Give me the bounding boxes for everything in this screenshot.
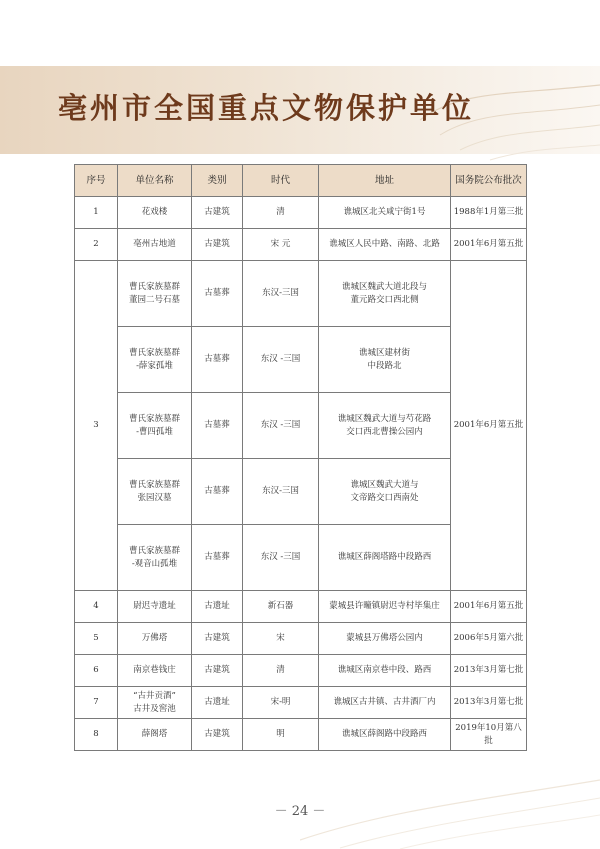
row-address: 谯城区薛阁塔路中段路西 (319, 525, 451, 591)
row-address: 谯城区南京巷中段、路西 (319, 655, 451, 687)
table-row (75, 229, 527, 261)
row-address: 谯城区北关咸宁街1号 (319, 197, 451, 229)
header-category: 类别 (192, 165, 243, 197)
row-address: 谯城区魏武大道北段与 董元路交口西北侧 (319, 261, 451, 327)
row-name: 曹氏家族墓群 董园二号石墓 (118, 261, 192, 327)
row-name: 花戏楼 (118, 197, 192, 229)
row-num: 7 (75, 687, 118, 719)
header-name: 单位名称 (118, 165, 192, 197)
table-row (75, 655, 527, 687)
row-category: 古墓葬 (192, 261, 243, 327)
page-title: 亳州市全国重点文物保护单位 (58, 91, 475, 125)
row-category: 古建筑 (192, 229, 243, 261)
table-row (75, 687, 527, 719)
row-category: 古墓葬 (192, 327, 243, 393)
header-address: 地址 (319, 165, 451, 197)
row-batch: 2013年3月第七批 (451, 655, 527, 687)
row-batch: 2006年5月第六批 (451, 623, 527, 655)
row-name: 南京巷钱庄 (118, 655, 192, 687)
row-category: 古建筑 (192, 623, 243, 655)
row-batch: 2019年10月第八批 (451, 719, 527, 751)
row-name: 尉迟寺遗址 (118, 591, 192, 623)
row-num: 1 (75, 197, 118, 229)
row-category: 古建筑 (192, 719, 243, 751)
row-category: 古墓葬 (192, 459, 243, 525)
row-batch: 2001年6月第五批 (451, 229, 527, 261)
row-era: 明 (243, 719, 319, 751)
row-era: 东汉 -三国 (243, 393, 319, 459)
row-name: 曹氏家族墓群 张园汉墓 (118, 459, 192, 525)
row-era: 宋 元 (243, 229, 319, 261)
table-row (75, 719, 527, 751)
table-header-row (75, 165, 527, 197)
row-name: 曹氏家族墓群 -曹四孤堆 (118, 393, 192, 459)
row-era: 东汉-三国 (243, 459, 319, 525)
row-name: 万佛塔 (118, 623, 192, 655)
row-address: 谯城区建材街 中段路北 (319, 327, 451, 393)
row-era: 新石器 (243, 591, 319, 623)
table-row (75, 197, 527, 229)
row-name: 亳州古地道 (118, 229, 192, 261)
row-era: 东汉 -三国 (243, 327, 319, 393)
heritage-sites-table (74, 164, 527, 751)
row-num: 3 (75, 261, 118, 591)
row-address: 谯城区人民中路、南路、北路 (319, 229, 451, 261)
row-batch: 2001年6月第五批 (451, 261, 527, 591)
row-num: 8 (75, 719, 118, 751)
row-address: 蒙城县许疃镇尉迟寺村毕集庄 (319, 591, 451, 623)
row-era: 宋-明 (243, 687, 319, 719)
row-era: 清 (243, 197, 319, 229)
header-era: 时代 (243, 165, 319, 197)
row-name: 薛阁塔 (118, 719, 192, 751)
row-name: 曹氏家族墓群 -观音山孤堆 (118, 525, 192, 591)
row-era: 清 (243, 655, 319, 687)
row-category: 古遗址 (192, 687, 243, 719)
row-category: 古建筑 (192, 197, 243, 229)
row-category: 古墓葬 (192, 525, 243, 591)
row-category: 古遗址 (192, 591, 243, 623)
row-address: 谯城区薛阁路中段路西 (319, 719, 451, 751)
row-num: 4 (75, 591, 118, 623)
table-row (75, 261, 527, 327)
row-era: 宋 (243, 623, 319, 655)
row-category: 古建筑 (192, 655, 243, 687)
row-name: 曹氏家族墓群 -薛家孤堆 (118, 327, 192, 393)
row-num: 2 (75, 229, 118, 261)
row-address: 蒙城县万佛塔公园内 (319, 623, 451, 655)
row-num: 5 (75, 623, 118, 655)
row-era: 东汉-三国 (243, 261, 319, 327)
row-address: 谯城区古井镇、古井酒厂内 (319, 687, 451, 719)
row-batch: 1988年1月第三批 (451, 197, 527, 229)
row-name: “古井贡酒” 古井及窖池 (118, 687, 192, 719)
header-batch: 国务院公布批次 (451, 165, 527, 197)
header-num: 序号 (75, 165, 118, 197)
row-batch: 2001年6月第五批 (451, 591, 527, 623)
table-row (75, 623, 527, 655)
row-address: 谯城区魏武大道与芍花路 交口西北曹操公园内 (319, 393, 451, 459)
table-row (75, 591, 527, 623)
row-num: 6 (75, 655, 118, 687)
row-batch: 2013年3月第七批 (451, 687, 527, 719)
row-era: 东汉 -三国 (243, 525, 319, 591)
row-category: 古墓葬 (192, 393, 243, 459)
page-number: － 24 － (274, 804, 326, 819)
row-address: 谯城区魏武大道与 文帝路交口西南处 (319, 459, 451, 525)
